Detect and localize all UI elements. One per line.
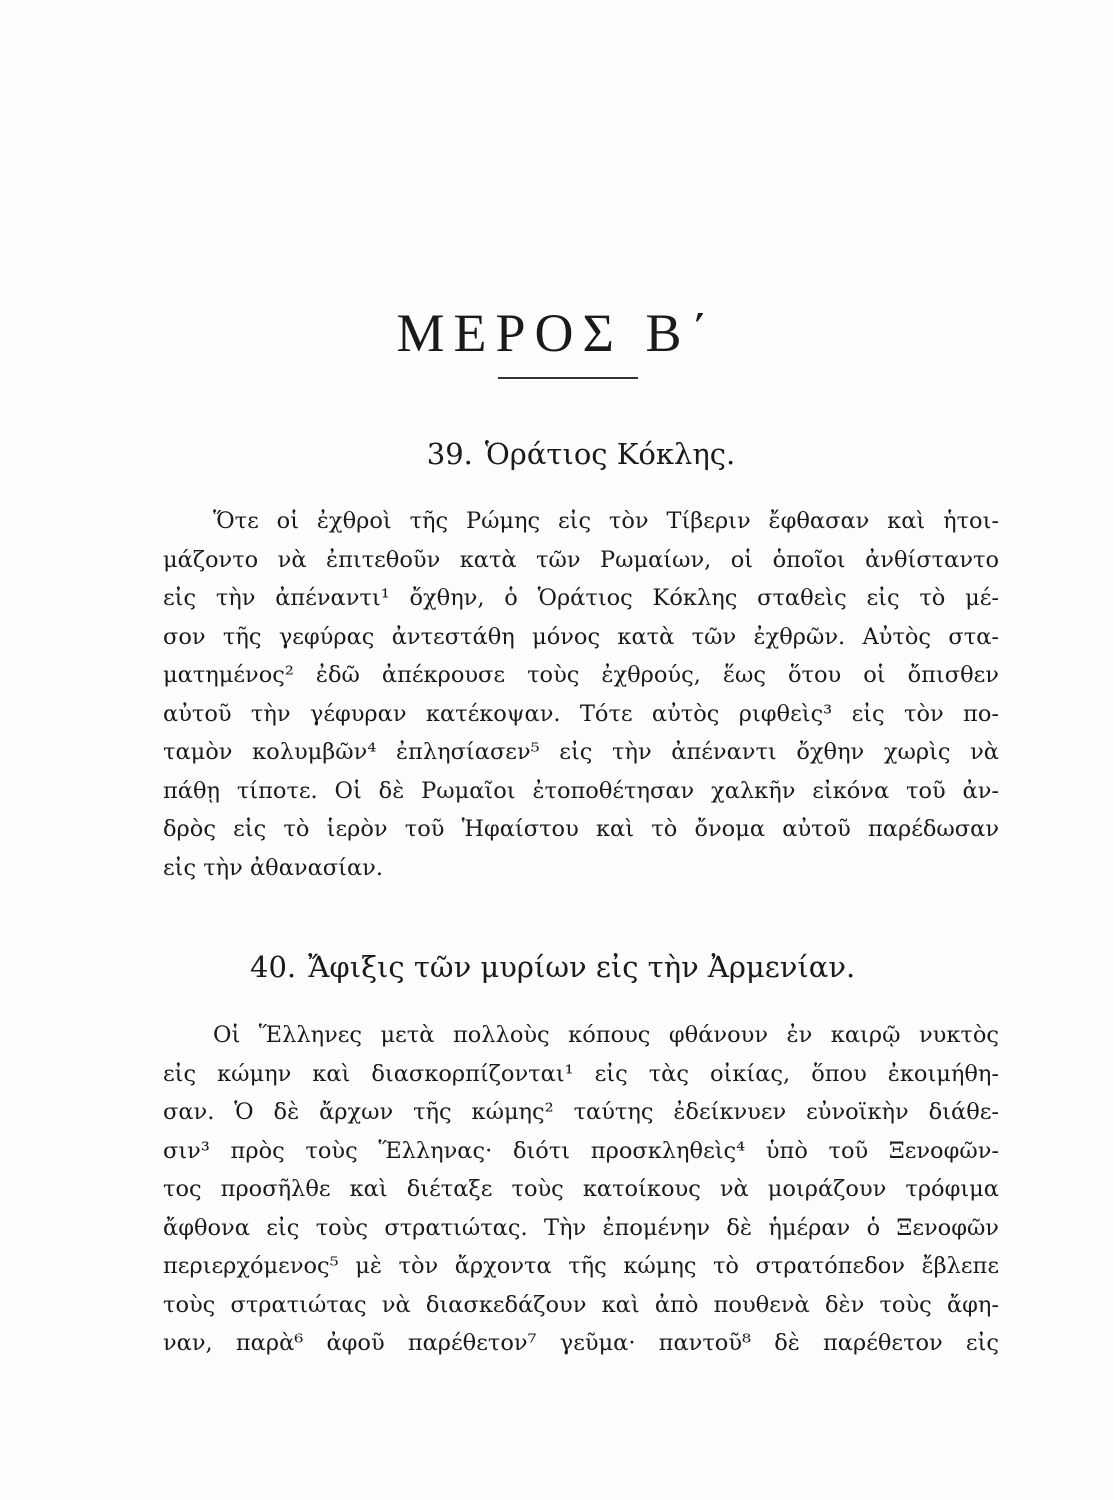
section-39-paragraph	[163, 502, 999, 887]
text-line: μάζοντο νὰ ἐπιτεθοῦν κατὰ τῶν Ρωμαίων, οἱ ὁποῖοι ἀνθίσταντο	[163, 546, 999, 573]
section-40-number: 40.	[250, 950, 297, 984]
section-39-heading	[163, 437, 999, 471]
part-title: ΜΕΡΟΣ Β΄	[396, 303, 718, 363]
text-line: εἰς τὴν ἀθανασίαν.	[163, 854, 384, 881]
text-line: σιν³ πρὸς τοὺς Ἕλληνας· διότι προσκληθεὶς⁴ ὑπὸ τοῦ Ξενοφῶν-	[163, 1137, 999, 1164]
text-line: ματημένος² ἐδῶ ἀπέκρουσε τοὺς ἐχθρούς, ἕως ὅτου οἱ ὄπισθεν	[163, 662, 999, 688]
text-line: Οἱ Ἕλληνες μετὰ πολλοὺς κόπους φθάνουν ἐν καιρῷ νυκτὸς	[213, 1022, 999, 1048]
text-line: σαν. Ὁ δὲ ἄρχων τῆς κώμης² ταύτης ἐδείκνυεν εὐνοϊκὴν διάθε-	[163, 1099, 999, 1125]
text-line: πάθῃ τίποτε. Οἱ δὲ Ρωμαῖοι ἐτοποθέτησαν χαλκῆν εἰκόνα τοῦ ἀν-	[163, 777, 999, 804]
text-line: τος προσῆλθε καὶ διέταξε τοὺς κατοίκους νὰ μοιράζουν τρόφιμα	[163, 1176, 999, 1202]
text-line: περιερχόμενος⁵ μὲ τὸν ἄρχοντα τῆς κώμης τὸ στρατόπεδον ἔβλεπε	[163, 1253, 999, 1279]
section-39-title: Ὁράτιος Κόκλης.	[484, 437, 736, 471]
text-line: δρὸς εἰς τὸ ἱερὸν τοῦ Ἡφαίστου καὶ τὸ ὄνομα αὐτοῦ παρέδωσαν	[163, 816, 999, 842]
text-line: τοὺς στρατιώτας νὰ διασκεδάζουν καὶ ἀπὸ πουθενὰ δὲν τοὺς ἄφη-	[163, 1291, 999, 1318]
text-line: ἄφθονα εἰς τοὺς στρατιώτας. Τὴν ἐπομένην δὲ ἡμέραν ὁ Ξενοφῶν	[163, 1214, 999, 1241]
text-line: σον τῆς γεφύρας ἀντεστάθη μόνος κατὰ τῶν ἐχθρῶν. Αὐτὸς στα-	[163, 623, 999, 650]
text-line: Ὅτε οἱ ἐχθροὶ τῆς Ρώμης εἰς τὸν Τίβεριν ἔφθασαν καὶ ἡτοι-	[213, 508, 999, 534]
text-line: ταμὸν κολυμβῶν⁴ ἐπλησίασεν⁵ εἰς τὴν ἀπέναντι ὄχθην χωρὶς νὰ	[163, 739, 999, 765]
text-line: εἰς κώμην καὶ διασκορπίζονται¹ εἰς τὰς οἰκίας, ὅπου ἐκοιμήθη-	[163, 1060, 999, 1087]
section-39-number: 39.	[426, 437, 473, 471]
title-rule	[498, 377, 638, 379]
section-40-title: Ἄφιξις τῶν μυρίων εἰς τὴν Ἀρμενίαν.	[308, 950, 856, 984]
section-40-paragraph	[163, 1016, 999, 1363]
text-line: εἰς τὴν ἀπέναντι¹ ὄχθην, ὁ Ὁράτιος Κόκλης σταθεὶς εἰς τὸ μέ-	[163, 585, 999, 611]
section-40-heading	[250, 950, 950, 984]
text-line: αὐτοῦ τὴν γέφυραν κατέκοψαν. Τότε αὐτὸς ριφθεὶς³ εἰς τὸν πο-	[163, 700, 999, 727]
text-line: ναν, παρὰ⁶ ἀφοῦ παρέθετον⁷ γεῦμα· παντοῦ⁸ δὲ παρέθετον εἰς	[163, 1330, 999, 1356]
